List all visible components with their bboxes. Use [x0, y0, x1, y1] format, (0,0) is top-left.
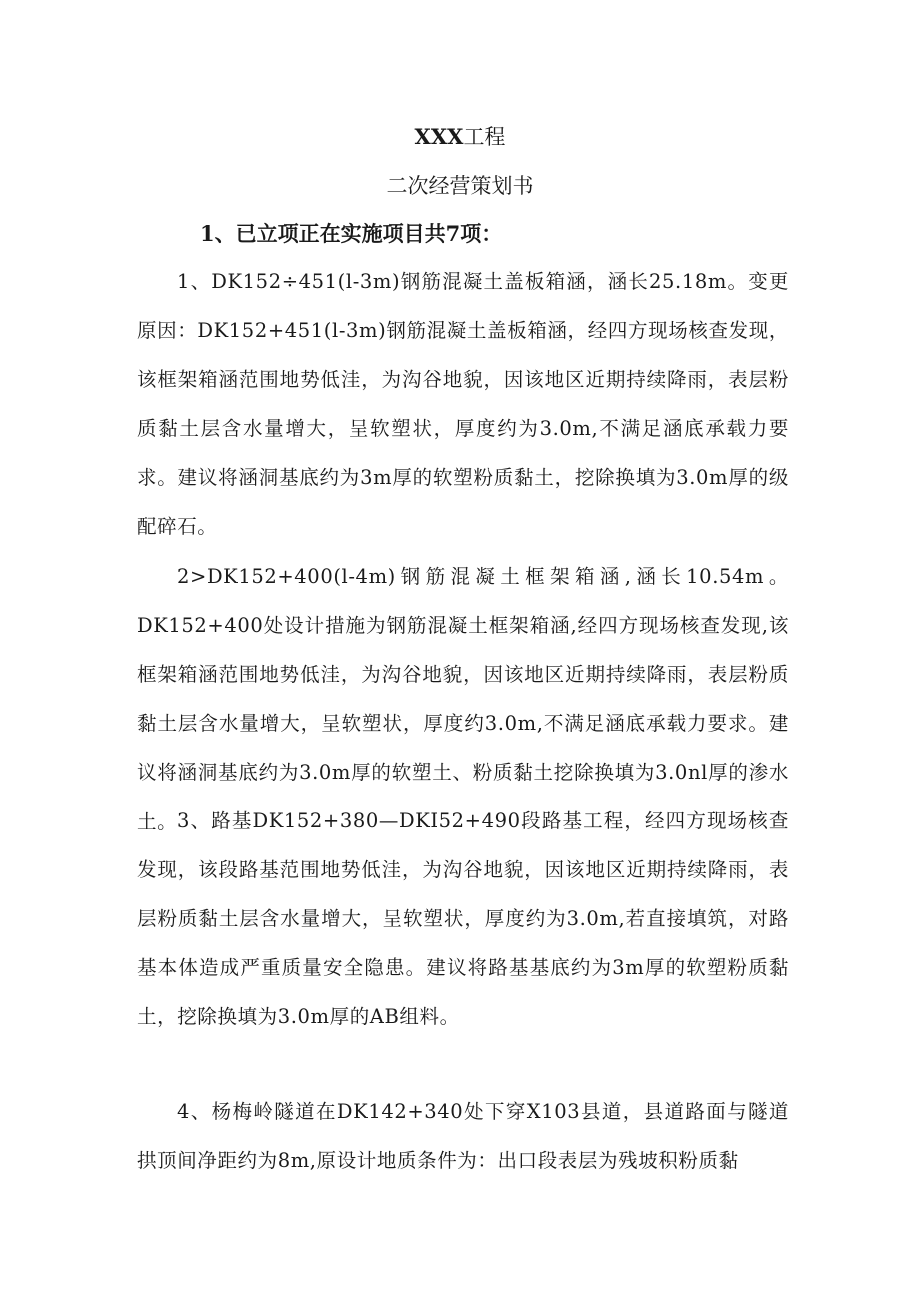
paragraph-item-2: 2>DK152+400(l-4m)钢筋混凝土框架箱涵,涵长10.54m。DK152+400处设计措施为钢筋混凝土框架箱涵,经四方现场核查发现,该框架箱涵范围地势低洼，为沟谷地貌，因该地区近期持续降雨，表层粉质黏土层含水量增大，呈软塑状，厚度约3.0m,不满足涵底承载力要求。建议将涵洞基底约为3.0m厚的软塑土、粉质黏土挖除换填为3.0nl厚的渗水土。 — [137, 565, 789, 833]
paragraph-item-4: 4、杨梅岭隧道在DK142+340处下穿X103县道，县道路面与隧道拱顶间净距约为8m,原设计地质条件为：出口段表层为残坡积粉质黏 — [137, 1100, 789, 1172]
document-subtitle: 二次经营策划书 — [386, 174, 534, 198]
title-project-word: 工程 — [463, 125, 506, 149]
paragraph-item-1: 1、DK152÷451(l-3m)钢筋混凝土盖板箱涵，涵长25.18m。变更原因：DK152+451(l-3m)钢筋混凝土盖板箱涵，经四方现场核查发现，该框架箱涵范围地势低洼，为沟谷地貌，因该地区近期持续降雨，表层粉质黏土层含水量增大，呈软塑状，厚度约为3.0m,不满足涵底承载力要求。建议将涵洞基底约为3m厚的软塑粉质黏土，挖除换填为3.0m厚的级配碎石。 — [137, 270, 789, 538]
section-heading: 1、已立项正在实施项目共7项： — [200, 221, 503, 246]
paragraph-item-3: 3、路基DK152+380—DKI52+490段路基工程，经四方现场核查发现，该段路基范围地势低洼，为沟谷地貌，因该地区近期持续降雨，表层粉质黏土层含水量增大，呈软塑状，厚度约为3.0m,若直接填筑，对路基本体造成严重质量安全隐患。建议将路基基底约为3m厚的软塑粉质黏土，挖除换填为3.0m厚的AB组料。 — [137, 809, 789, 1028]
document-title — [0, 122, 920, 152]
title-project-code: XXX — [414, 124, 464, 149]
